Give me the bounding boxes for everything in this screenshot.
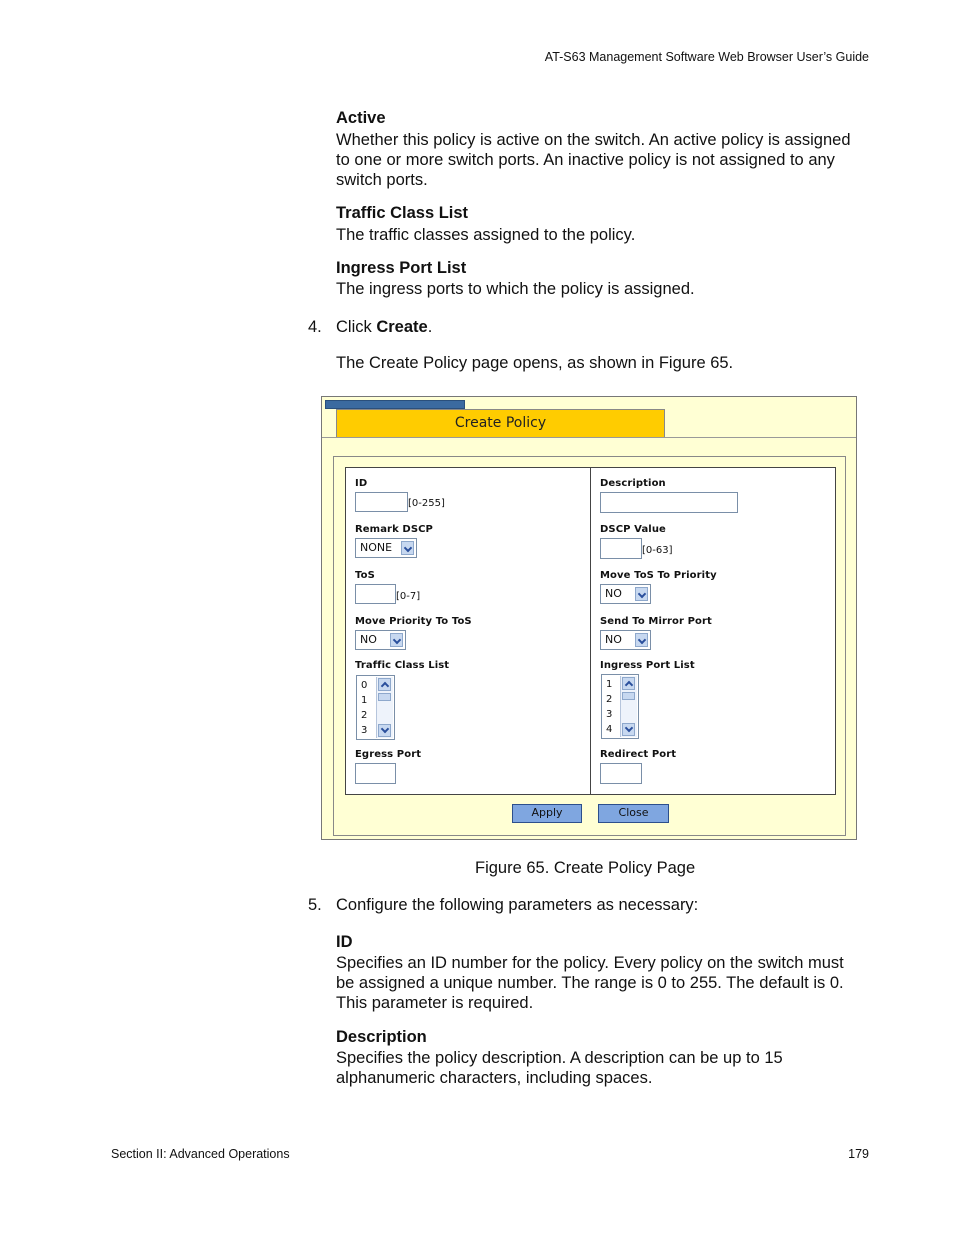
param-desc-id-line2: be assigned a unique number. The range is 0 to 255. The default is 0. [336, 974, 844, 992]
remark-dscp-select[interactable] [355, 538, 417, 558]
param-desc-id-line3: This parameter is required. [336, 994, 534, 1012]
move-tos-to-priority-value: NO [605, 587, 622, 600]
send-to-mirror-port-value: NO [605, 633, 622, 646]
list-item[interactable]: 2 [606, 694, 613, 705]
description-label: Description [600, 478, 666, 489]
move-priority-to-tos-value: NO [360, 633, 377, 646]
ingress-port-list-label: Ingress Port List [600, 660, 695, 671]
ingress-port-listbox[interactable] [601, 674, 639, 739]
list-item[interactable]: 2 [361, 710, 368, 721]
tos-input[interactable] [355, 584, 396, 604]
step-4-number: 4. [308, 318, 322, 336]
scroll-up-icon[interactable] [378, 678, 391, 691]
scroll-thumb[interactable] [378, 693, 391, 701]
close-button[interactable]: Close [598, 804, 669, 823]
list-item[interactable]: 4 [606, 724, 613, 735]
id-label: ID [355, 478, 368, 489]
dscp-value-range: [0-63] [642, 545, 673, 556]
chevron-down-icon [401, 541, 414, 555]
scroll-down-icon[interactable] [622, 723, 635, 736]
traffic-class-listbox[interactable] [356, 675, 395, 740]
param-desc-active-line1: Whether this policy is active on the switch. An active policy is assigned [336, 131, 851, 149]
list-item[interactable]: 1 [606, 679, 613, 690]
param-desc-id-line1: Specifies an ID number for the policy. Every policy on the switch must [336, 954, 844, 972]
move-priority-to-tos-select[interactable] [355, 630, 406, 650]
send-to-mirror-port-select[interactable] [600, 630, 651, 650]
scroll-up-icon[interactable] [622, 677, 635, 690]
dscp-value-input[interactable] [600, 538, 642, 559]
create-policy-title: Create Policy [336, 409, 665, 438]
list-item[interactable]: 3 [606, 709, 613, 720]
step-4-create: Create [376, 318, 428, 336]
step-4-suffix: . [427, 318, 433, 336]
egress-port-label: Egress Port [355, 749, 422, 760]
id-range: [0-255] [408, 498, 445, 509]
form-column-divider [590, 467, 591, 795]
param-desc-ingress-port-list: The ingress ports to which the policy is assigned. [336, 280, 695, 298]
redirect-port-input[interactable] [600, 763, 642, 784]
id-input[interactable] [355, 492, 408, 512]
step-4-result: The Create Policy page opens, as shown in Figure 65. [336, 354, 734, 372]
param-desc-active-line3: switch ports. [336, 171, 428, 189]
list-item[interactable]: 3 [361, 725, 368, 736]
chevron-down-icon [635, 633, 648, 647]
param-name-description: Description [336, 1028, 427, 1046]
page-number: 179 [848, 1147, 869, 1161]
chevron-down-icon [635, 587, 648, 601]
scrollbar[interactable] [620, 676, 637, 737]
move-tos-to-priority-label: Move ToS To Priority [600, 570, 717, 581]
scrollbar[interactable] [376, 677, 393, 738]
list-item[interactable]: 0 [361, 680, 368, 691]
chevron-down-icon [390, 633, 403, 647]
figure-divider-line [322, 437, 856, 438]
param-name-ingress-port-list: Ingress Port List [336, 259, 467, 277]
send-to-mirror-port-label: Send To Mirror Port [600, 616, 712, 627]
step-4-prefix: Click [336, 318, 377, 336]
tos-range: [0-7] [396, 591, 421, 602]
traffic-class-list-label: Traffic Class List [355, 660, 450, 671]
param-desc-traffic-class-list: The traffic classes assigned to the policy. [336, 226, 636, 244]
step-4-text [336, 317, 432, 337]
list-item[interactable]: 1 [361, 695, 368, 706]
footer-section: Section II: Advanced Operations [111, 1147, 290, 1161]
param-desc-active-line2: to one or more switch ports. An inactive policy is not assigned to any [336, 151, 835, 169]
figure-tab-strip [325, 400, 465, 409]
dscp-value-label: DSCP Value [600, 524, 666, 535]
remark-dscp-label: Remark DSCP [355, 524, 433, 535]
running-header: AT-S63 Management Software Web Browser User’s Guide [544, 50, 869, 64]
param-name-traffic-class-list: Traffic Class List [336, 204, 469, 222]
param-desc-description-line1: Specifies the policy description. A description can be up to 15 [336, 1049, 783, 1067]
tos-label: ToS [355, 570, 375, 581]
apply-button[interactable]: Apply [512, 804, 582, 823]
param-desc-description-line2: alphanumeric characters, including spaces. [336, 1069, 653, 1087]
redirect-port-label: Redirect Port [600, 749, 677, 760]
move-tos-to-priority-select[interactable] [600, 584, 651, 604]
remark-dscp-value: NONE [360, 541, 393, 554]
move-priority-to-tos-label: Move Priority To ToS [355, 616, 472, 627]
figure-caption: Figure 65. Create Policy Page [475, 859, 696, 877]
param-name-id: ID [336, 933, 353, 951]
description-input[interactable] [600, 492, 738, 513]
scroll-thumb[interactable] [622, 692, 635, 700]
step-5-number: 5. [308, 896, 322, 914]
scroll-down-icon[interactable] [378, 724, 391, 737]
param-name-active: Active [336, 109, 386, 127]
step-5-text: Configure the following parameters as necessary: [336, 896, 699, 914]
egress-port-input[interactable] [355, 763, 396, 784]
